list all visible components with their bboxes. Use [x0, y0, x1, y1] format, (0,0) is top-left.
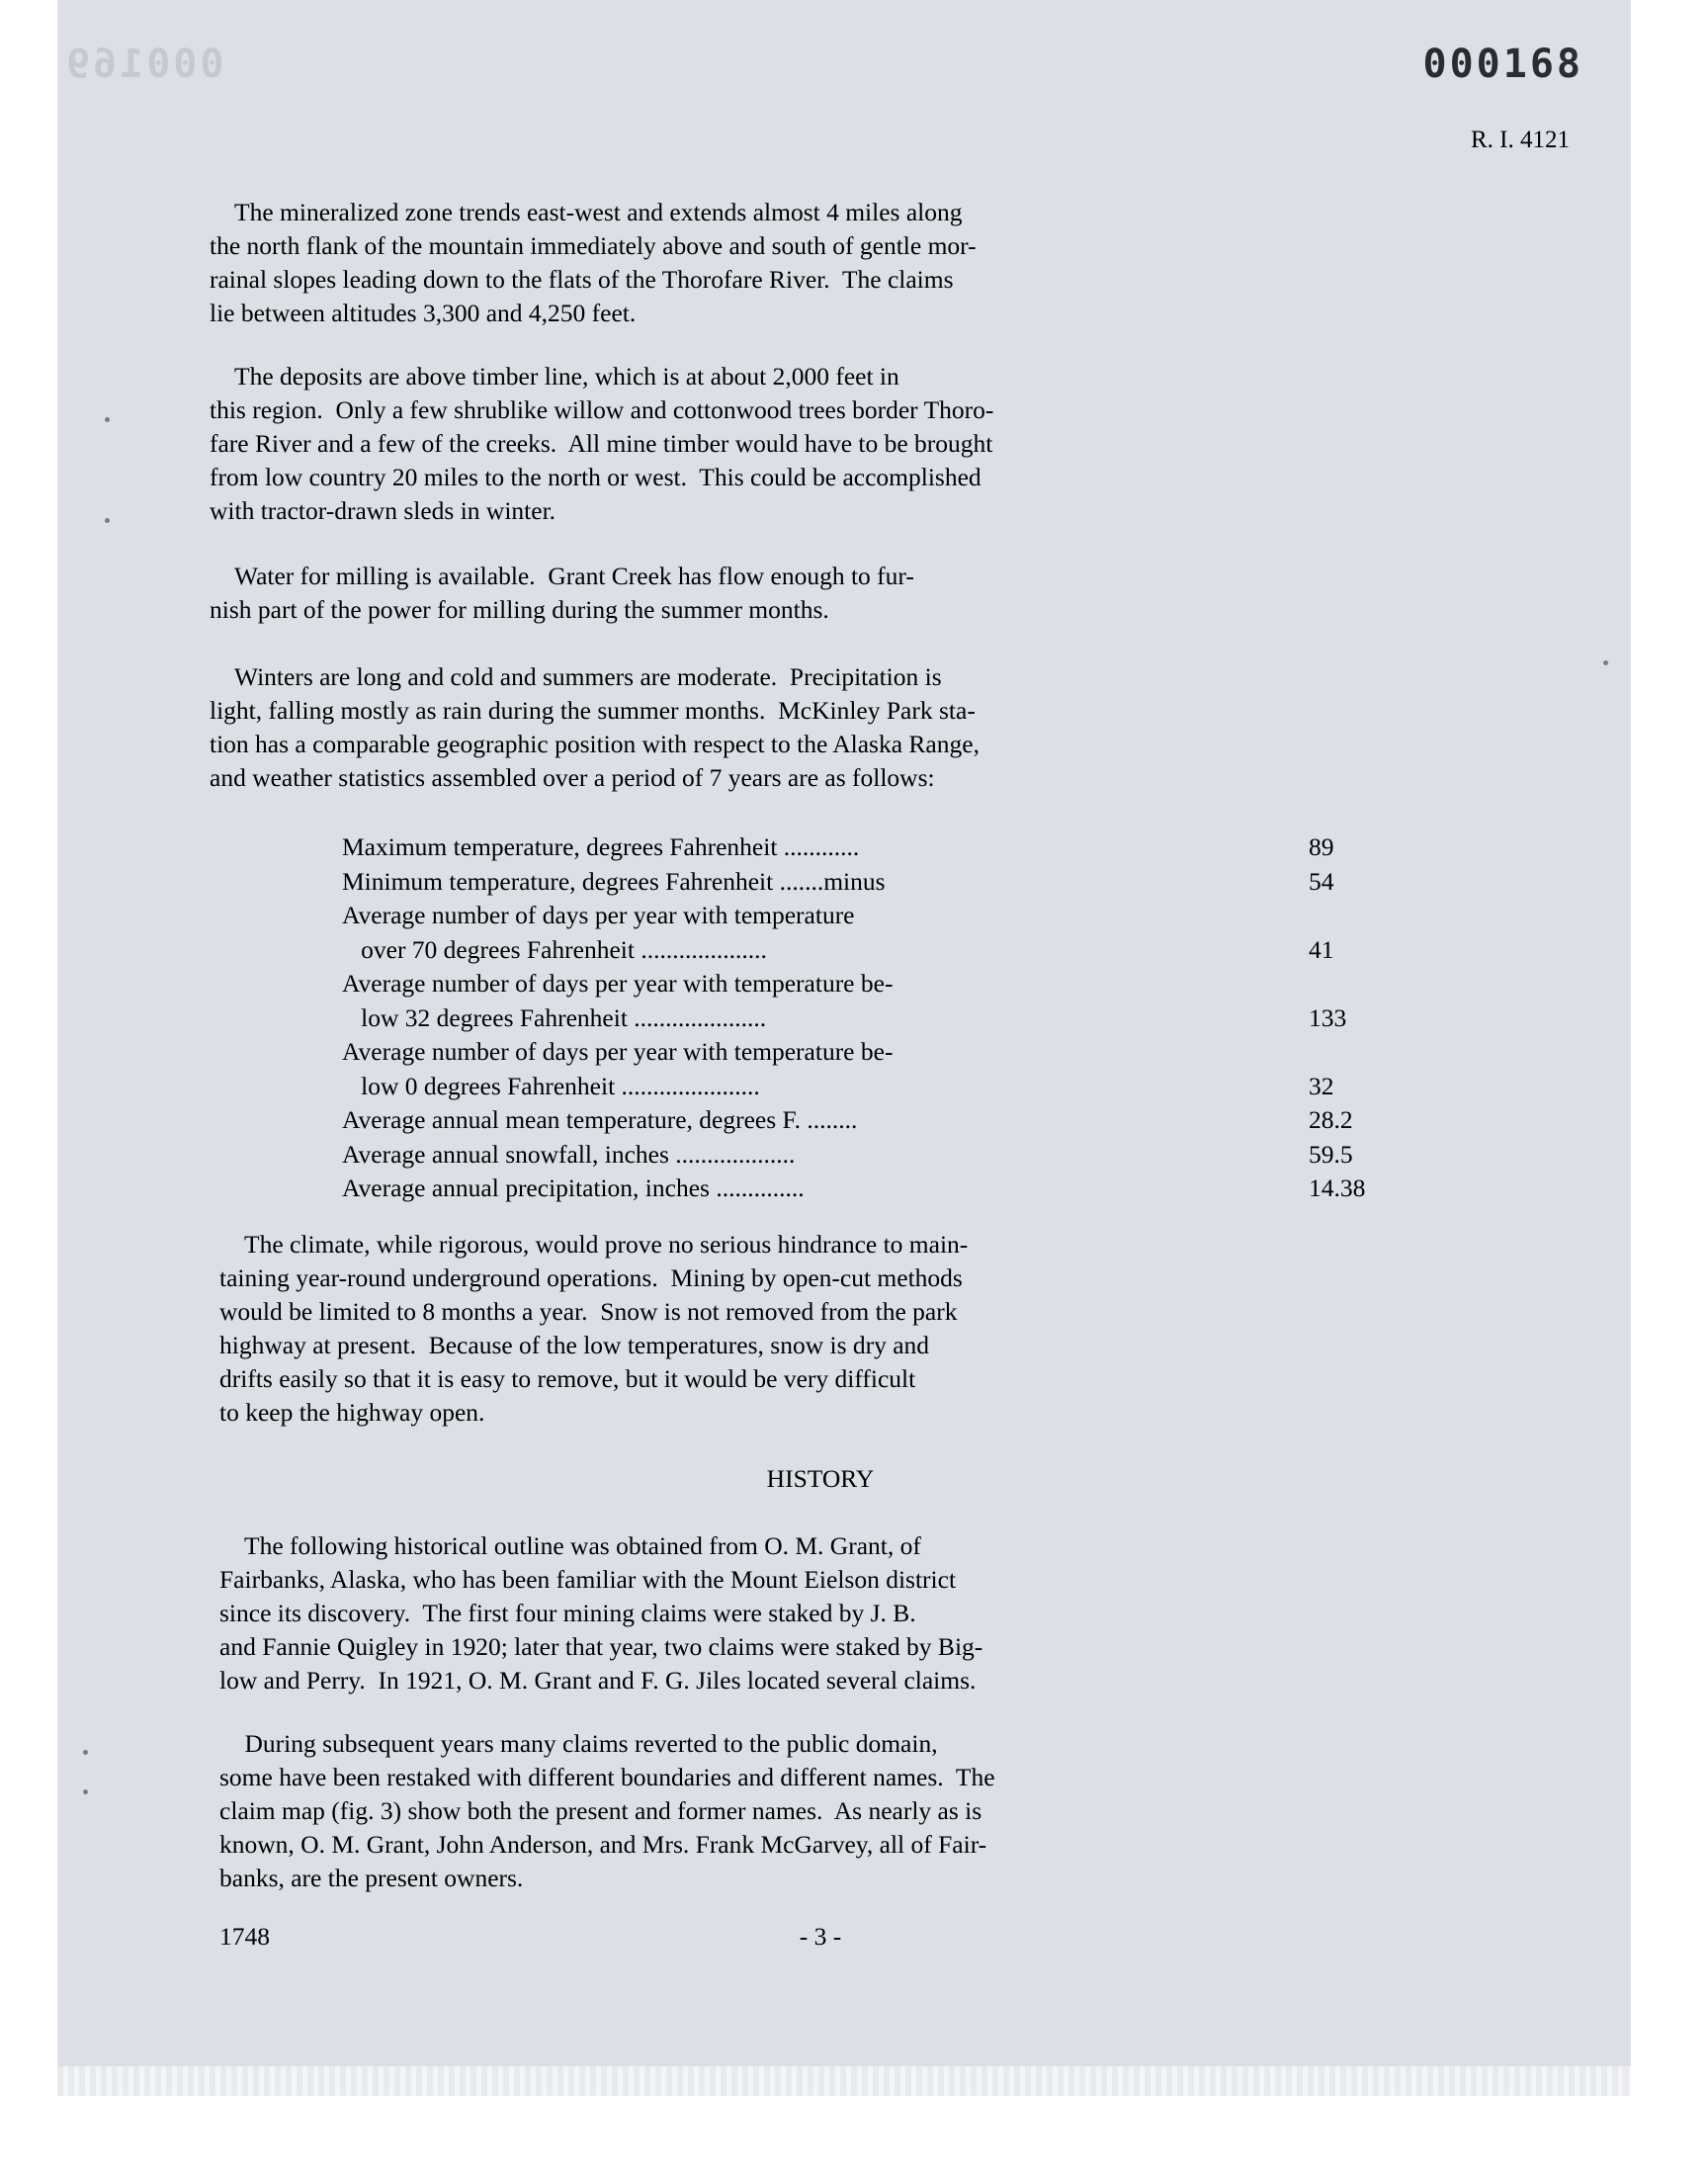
stat-value: 32	[1309, 1071, 1334, 1100]
stat-row	[342, 1035, 1429, 1103]
stat-label: Maximum temperature, degrees Fahrenheit ............	[342, 832, 860, 861]
scan-speck	[1603, 660, 1608, 665]
stat-row	[342, 830, 1429, 865]
stat-value: 41	[1309, 934, 1334, 964]
stat-label: Average annual precipitation, inches ..............	[342, 1174, 805, 1202]
stat-row	[342, 1103, 1429, 1138]
stat-row	[342, 1172, 1429, 1206]
stat-label: Average annual mean temperature, degrees F. ........	[342, 1105, 858, 1134]
paragraph-climate: The climate, while rigorous, would prove no serious hindrance to main- taining year-round underground operations. Mining by open-cut methods would be limited to 8 months a year. Snow is not removed from the park highway at present. Because of the low temperatures, snow is dry and drifts easily so that it is easy to remove, but it would be very difficult to keep the highway open.	[219, 1230, 969, 1427]
paragraph-winters: Winters are long and cold and summers are moderate. Precipitation is light, falling mostly as rain during the summer months. McKinley Park sta- tion has a comparable geographic position with respect to the Alaska Range, and weather statistics assembled over a period of 7 years are as follows:	[210, 662, 980, 792]
section-heading-history: HISTORY	[766, 1464, 875, 1493]
stat-value: 28.2	[1309, 1105, 1353, 1134]
stat-label: Average annual snowfall, inches ...................	[342, 1139, 796, 1169]
show-through-stamp: 000169	[63, 42, 224, 87]
scan-speck	[105, 417, 110, 422]
scan-speck	[105, 518, 110, 523]
stat-value: 14.38	[1309, 1174, 1366, 1202]
footer-code: 1748	[219, 1922, 270, 1951]
page-number: - 3 -	[799, 1922, 842, 1951]
stat-label: Average number of days per year with temperature be- low 0 degrees Fahrenheit ......................	[342, 1037, 894, 1100]
weather-statistics-table	[342, 830, 1429, 1206]
stat-value: 59.5	[1309, 1139, 1353, 1169]
stat-row	[342, 899, 1429, 967]
scan-speck	[83, 1750, 88, 1755]
stat-value: 133	[1309, 1002, 1347, 1032]
paragraph-water-milling: Water for milling is available. Grant Creek has flow enough to fur- nish part of the power for milling during the summer months.	[210, 562, 914, 624]
stat-value: 89	[1309, 832, 1334, 861]
stat-row	[342, 1138, 1429, 1173]
stat-label: Average number of days per year with temperature be- low 32 degrees Fahrenheit .....................	[342, 969, 894, 1032]
paragraph-mineralized-zone: The mineralized zone trends east-west and extends almost 4 miles along the north flank of the mountain immediately above and south of gentle mor- rainal slopes leading down to the flats of the Thorofare River. The claims lie between altitudes 3,300 and 4,250 feet.	[210, 198, 977, 327]
stat-label: Average number of days per year with temperature over 70 degrees Fahrenheit ....................	[342, 901, 855, 964]
scan-edge-strip	[57, 2066, 1631, 2096]
scan-speck	[83, 1789, 88, 1794]
paragraph-history-owners: During subsequent years many claims reverted to the public domain, some have been restaked with different boundaries and different names. The claim map (fig. 3) show both the present and former names. As nearly as is known, O. M. Grant, John Anderson, and Mrs. Frank McGarvey, all of Fair- banks, are the present owners.	[219, 1729, 995, 1892]
stat-value: 54	[1309, 866, 1334, 896]
paragraph-timber-line: The deposits are above timber line, which is at about 2,000 feet in this region. Only a few shrublike willow and cottonwood trees border Thoro- fare River and a few of the creeks. All mine timber would have to be brought from low country 20 miles to the north or west. This could be accomplished with tractor-drawn sleds in winter.	[210, 362, 994, 525]
stat-label: Minimum temperature, degrees Fahrenheit .......minus	[342, 866, 886, 896]
stat-row	[342, 967, 1429, 1035]
report-reference: R. I. 4121	[1471, 127, 1570, 153]
stat-row	[342, 865, 1429, 900]
paragraph-history-outline: The following historical outline was obtained from O. M. Grant, of Fairbanks, Alaska, who has been familiar with the Mount Eielson district since its discovery. The first four mining claims were staked by J. B. and Fannie Quigley in 1920; later that year, two claims were staked by Big- low and Perry. In 1921, O. M. Grant and F. G. Jiles located several claims.	[219, 1531, 983, 1695]
document-stamp-number: 000168	[1422, 42, 1583, 87]
